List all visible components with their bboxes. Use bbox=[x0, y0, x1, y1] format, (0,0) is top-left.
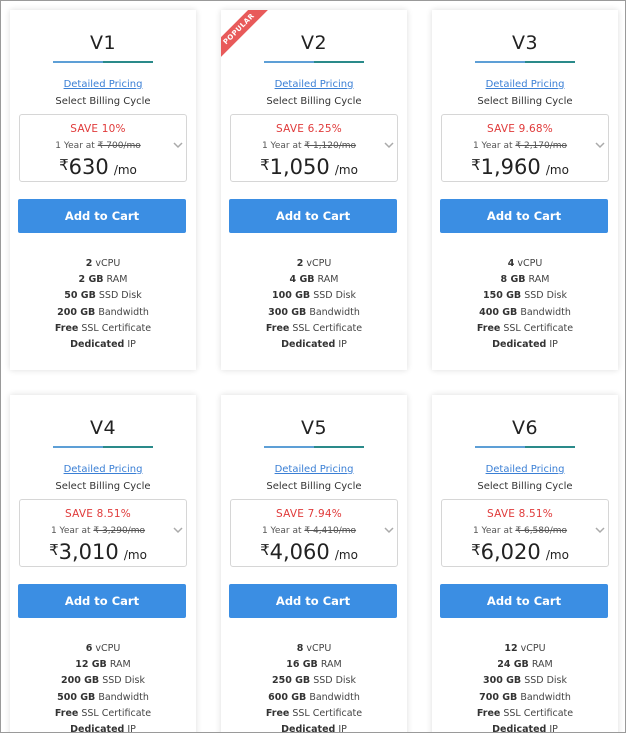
spec-vcpu bbox=[10, 258, 196, 274]
spec-label: RAM bbox=[320, 659, 342, 671]
plan-card-v4 bbox=[10, 395, 196, 733]
detailed-pricing-link[interactable]: Detailed Pricing bbox=[485, 79, 565, 90]
currency-symbol: ₹ bbox=[59, 156, 69, 174]
spec-bandwidth bbox=[10, 307, 196, 323]
spec-value: 16 GB bbox=[286, 659, 318, 671]
old-price: ₹ 4,410/mo bbox=[304, 526, 357, 536]
spec-ssl bbox=[432, 323, 618, 339]
plan-title: V5 bbox=[300, 417, 328, 439]
spec-label: vCPU bbox=[517, 258, 543, 269]
spec-value: Dedicated bbox=[70, 338, 125, 350]
price-unit: /mo bbox=[334, 163, 358, 177]
spec-label: RAM bbox=[531, 659, 553, 671]
spec-label: vCPU bbox=[520, 643, 546, 654]
billing-cycle-select[interactable] bbox=[19, 114, 187, 182]
add-to-cart-button[interactable]: Add to Cart bbox=[229, 199, 397, 233]
price bbox=[20, 540, 176, 564]
spec-value: 200 GB bbox=[57, 306, 96, 318]
year-price-line bbox=[231, 141, 387, 151]
spec-ip bbox=[10, 339, 196, 355]
price bbox=[231, 155, 387, 179]
billing-cycle-label: Select Billing Cycle bbox=[266, 481, 362, 492]
price-amount: 3,010 bbox=[58, 540, 119, 564]
spec-value: 250 GB bbox=[271, 675, 311, 687]
spec-bandwidth bbox=[432, 307, 618, 323]
spec-value: Free bbox=[265, 707, 290, 719]
spec-ram bbox=[221, 274, 407, 290]
billing-cycle-select[interactable] bbox=[441, 114, 609, 182]
spec-label: vCPU bbox=[306, 258, 332, 269]
spec-value: 8 bbox=[296, 643, 304, 654]
plan-title: V1 bbox=[89, 32, 117, 54]
spec-label: RAM bbox=[528, 274, 550, 286]
year-prefix: 1 Year at bbox=[261, 141, 302, 151]
spec-disk bbox=[221, 675, 407, 691]
spec-ip bbox=[432, 339, 618, 355]
spec-value: Dedicated bbox=[281, 338, 336, 350]
chevron-down-icon bbox=[172, 524, 184, 536]
title-underline bbox=[475, 61, 575, 63]
spec-disk bbox=[432, 675, 618, 691]
spec-label: IP bbox=[549, 338, 558, 350]
currency-symbol: ₹ bbox=[260, 541, 270, 559]
detailed-pricing-link[interactable]: Detailed Pricing bbox=[485, 464, 565, 475]
plan-card-v3 bbox=[432, 10, 618, 370]
spec-value: Dedicated bbox=[70, 723, 125, 733]
price-unit: /mo bbox=[545, 163, 569, 177]
title-underline bbox=[53, 446, 153, 448]
currency-symbol: ₹ bbox=[471, 156, 481, 174]
billing-cycle-select[interactable] bbox=[441, 499, 609, 567]
plan-title: V3 bbox=[511, 32, 539, 54]
spec-label: SSD Disk bbox=[313, 675, 357, 687]
spec-label: RAM bbox=[109, 659, 131, 671]
billing-cycle-select[interactable] bbox=[230, 114, 398, 182]
plan-title: V4 bbox=[89, 417, 117, 439]
spec-value: 150 GB bbox=[482, 290, 522, 302]
old-price: ₹ 6,580/mo bbox=[515, 526, 568, 536]
year-prefix: 1 Year at bbox=[50, 526, 91, 536]
spec-label: vCPU bbox=[95, 643, 121, 654]
price-unit: /mo bbox=[123, 548, 147, 562]
save-badge: SAVE 10% bbox=[70, 123, 126, 135]
spec-value: 2 GB bbox=[78, 274, 104, 286]
detailed-pricing-link[interactable]: Detailed Pricing bbox=[63, 464, 143, 475]
price-amount: 6,020 bbox=[480, 540, 541, 564]
spec-value: Dedicated bbox=[492, 723, 547, 733]
plan-card-v2 bbox=[221, 10, 407, 370]
price bbox=[20, 155, 176, 179]
year-price-line bbox=[20, 141, 176, 151]
spec-list bbox=[10, 643, 196, 733]
title-underline bbox=[264, 61, 364, 63]
add-to-cart-button[interactable]: Add to Cart bbox=[229, 584, 397, 618]
year-price-line bbox=[20, 526, 176, 536]
spec-ssl bbox=[221, 323, 407, 339]
spec-value: Free bbox=[54, 322, 79, 334]
spec-bandwidth bbox=[221, 307, 407, 323]
spec-label: SSD Disk bbox=[524, 290, 568, 302]
spec-ram bbox=[10, 659, 196, 675]
spec-list bbox=[432, 258, 618, 355]
spec-vcpu bbox=[432, 643, 618, 659]
spec-value: Free bbox=[476, 322, 501, 334]
chevron-down-icon bbox=[172, 139, 184, 151]
spec-value: 300 GB bbox=[482, 675, 522, 687]
spec-label: SSD Disk bbox=[524, 675, 568, 687]
detailed-pricing-link[interactable]: Detailed Pricing bbox=[274, 79, 354, 90]
year-prefix: 1 Year at bbox=[261, 526, 302, 536]
spec-ssl bbox=[221, 708, 407, 724]
save-badge: SAVE 9.68% bbox=[487, 123, 553, 135]
spec-ssl bbox=[10, 708, 196, 724]
spec-list bbox=[221, 643, 407, 733]
spec-value: Dedicated bbox=[281, 723, 336, 733]
spec-ssl bbox=[432, 708, 618, 724]
spec-label: SSL Certificate bbox=[503, 707, 574, 719]
billing-cycle-label: Select Billing Cycle bbox=[55, 96, 151, 107]
spec-vcpu bbox=[221, 643, 407, 659]
spec-label: RAM bbox=[317, 274, 339, 286]
spec-ram bbox=[432, 274, 618, 290]
spec-label: SSD Disk bbox=[102, 675, 146, 687]
plan-title: V2 bbox=[300, 32, 328, 54]
save-badge: SAVE 7.94% bbox=[276, 508, 342, 520]
spec-ram bbox=[221, 659, 407, 675]
spec-label: SSL Certificate bbox=[292, 322, 363, 334]
spec-label: Bandwidth bbox=[520, 691, 571, 703]
billing-cycle-select[interactable] bbox=[230, 499, 398, 567]
price bbox=[442, 540, 598, 564]
price-amount: 1,960 bbox=[480, 155, 541, 179]
spec-label: SSD Disk bbox=[98, 290, 142, 302]
currency-symbol: ₹ bbox=[260, 156, 270, 174]
billing-cycle-label: Select Billing Cycle bbox=[477, 481, 573, 492]
spec-ip bbox=[221, 339, 407, 355]
spec-ram bbox=[10, 274, 196, 290]
save-badge: SAVE 8.51% bbox=[65, 508, 131, 520]
old-price: ₹ 1,120/mo bbox=[304, 141, 357, 151]
billing-cycle-label: Select Billing Cycle bbox=[477, 96, 573, 107]
spec-value: 4 bbox=[507, 258, 515, 269]
spec-label: SSL Certificate bbox=[503, 322, 574, 334]
add-to-cart-button[interactable]: Add to Cart bbox=[18, 199, 186, 233]
spec-value: 4 GB bbox=[289, 274, 315, 286]
year-price-line bbox=[442, 141, 598, 151]
spec-ram bbox=[432, 659, 618, 675]
spec-label: SSL Certificate bbox=[292, 707, 363, 719]
spec-label: IP bbox=[549, 723, 558, 733]
old-price: ₹ 2,170/mo bbox=[515, 141, 568, 151]
spec-value: 500 GB bbox=[57, 691, 96, 703]
spec-value: Free bbox=[54, 707, 79, 719]
plan-card-v1 bbox=[10, 10, 196, 370]
year-price-line bbox=[442, 526, 598, 536]
spec-value: 100 GB bbox=[271, 290, 311, 302]
spec-label: SSD Disk bbox=[313, 290, 357, 302]
add-to-cart-button[interactable]: Add to Cart bbox=[440, 584, 608, 618]
spec-label: Bandwidth bbox=[98, 691, 149, 703]
old-price: ₹ 700/mo bbox=[97, 141, 141, 151]
currency-symbol: ₹ bbox=[49, 541, 59, 559]
title-underline bbox=[53, 61, 153, 63]
billing-cycle-label: Select Billing Cycle bbox=[55, 481, 151, 492]
spec-ip bbox=[10, 724, 196, 733]
year-price-line bbox=[231, 526, 387, 536]
price bbox=[442, 155, 598, 179]
spec-ip bbox=[221, 724, 407, 733]
spec-label: RAM bbox=[106, 274, 128, 286]
price-amount: 630 bbox=[68, 155, 109, 179]
spec-value: 2 bbox=[296, 258, 304, 269]
spec-value: 600 GB bbox=[268, 691, 307, 703]
spec-label: Bandwidth bbox=[520, 306, 571, 318]
spec-value: 400 GB bbox=[479, 306, 518, 318]
chevron-down-icon bbox=[383, 139, 395, 151]
plan-card-v6 bbox=[432, 395, 618, 733]
chevron-down-icon bbox=[594, 524, 606, 536]
year-prefix: 1 Year at bbox=[472, 526, 513, 536]
spec-disk bbox=[221, 290, 407, 306]
spec-value: 12 bbox=[504, 643, 518, 654]
spec-label: IP bbox=[338, 338, 347, 350]
spec-list bbox=[221, 258, 407, 355]
popular-ribbon: POPULAR bbox=[221, 10, 272, 62]
spec-list bbox=[432, 643, 618, 733]
spec-label: SSL Certificate bbox=[81, 322, 152, 334]
title-underline bbox=[264, 446, 364, 448]
spec-bandwidth bbox=[432, 692, 618, 708]
spec-value: Free bbox=[476, 707, 501, 719]
old-price: ₹ 3,290/mo bbox=[93, 526, 146, 536]
spec-list bbox=[10, 258, 196, 355]
spec-value: Dedicated bbox=[492, 338, 547, 350]
spec-label: vCPU bbox=[95, 258, 121, 269]
spec-value: 2 bbox=[85, 258, 93, 269]
spec-label: Bandwidth bbox=[309, 691, 360, 703]
chevron-down-icon bbox=[383, 524, 395, 536]
spec-vcpu bbox=[221, 258, 407, 274]
spec-value: 300 GB bbox=[268, 306, 307, 318]
year-prefix: 1 Year at bbox=[55, 141, 95, 151]
spec-value: 24 GB bbox=[497, 659, 529, 671]
spec-value: 12 GB bbox=[75, 659, 107, 671]
title-underline bbox=[475, 446, 575, 448]
add-to-cart-button[interactable]: Add to Cart bbox=[440, 199, 608, 233]
spec-value: 8 GB bbox=[500, 274, 526, 286]
spec-label: IP bbox=[127, 723, 136, 733]
spec-value: 50 GB bbox=[64, 290, 96, 302]
spec-disk bbox=[10, 290, 196, 306]
spec-vcpu bbox=[10, 643, 196, 659]
spec-disk bbox=[10, 675, 196, 691]
price-unit: /mo bbox=[545, 548, 569, 562]
price-amount: 1,050 bbox=[269, 155, 330, 179]
plan-card-v5 bbox=[221, 395, 407, 733]
price-amount: 4,060 bbox=[269, 540, 330, 564]
spec-label: IP bbox=[127, 338, 136, 350]
spec-value: 700 GB bbox=[479, 691, 518, 703]
save-badge: SAVE 6.25% bbox=[276, 123, 342, 135]
spec-ip bbox=[432, 724, 618, 733]
spec-label: vCPU bbox=[306, 643, 332, 654]
spec-disk bbox=[432, 290, 618, 306]
price-unit: /mo bbox=[334, 548, 358, 562]
spec-label: IP bbox=[338, 723, 347, 733]
spec-bandwidth bbox=[10, 692, 196, 708]
spec-bandwidth bbox=[221, 692, 407, 708]
spec-label: Bandwidth bbox=[98, 306, 149, 318]
spec-label: SSL Certificate bbox=[81, 707, 152, 719]
spec-value: 200 GB bbox=[60, 675, 100, 687]
add-to-cart-button[interactable]: Add to Cart bbox=[18, 584, 186, 618]
save-badge: SAVE 8.51% bbox=[487, 508, 553, 520]
plan-title: V6 bbox=[511, 417, 539, 439]
detailed-pricing-link[interactable]: Detailed Pricing bbox=[274, 464, 354, 475]
chevron-down-icon bbox=[594, 139, 606, 151]
currency-symbol: ₹ bbox=[471, 541, 481, 559]
year-prefix: 1 Year at bbox=[472, 141, 513, 151]
spec-vcpu bbox=[432, 258, 618, 274]
price bbox=[231, 540, 387, 564]
detailed-pricing-link[interactable]: Detailed Pricing bbox=[63, 79, 143, 90]
spec-label: Bandwidth bbox=[309, 306, 360, 318]
billing-cycle-select[interactable] bbox=[19, 499, 187, 567]
billing-cycle-label: Select Billing Cycle bbox=[266, 96, 362, 107]
spec-ssl bbox=[10, 323, 196, 339]
spec-value: Free bbox=[265, 322, 290, 334]
price-unit: /mo bbox=[113, 163, 137, 177]
spec-value: 6 bbox=[85, 643, 93, 654]
